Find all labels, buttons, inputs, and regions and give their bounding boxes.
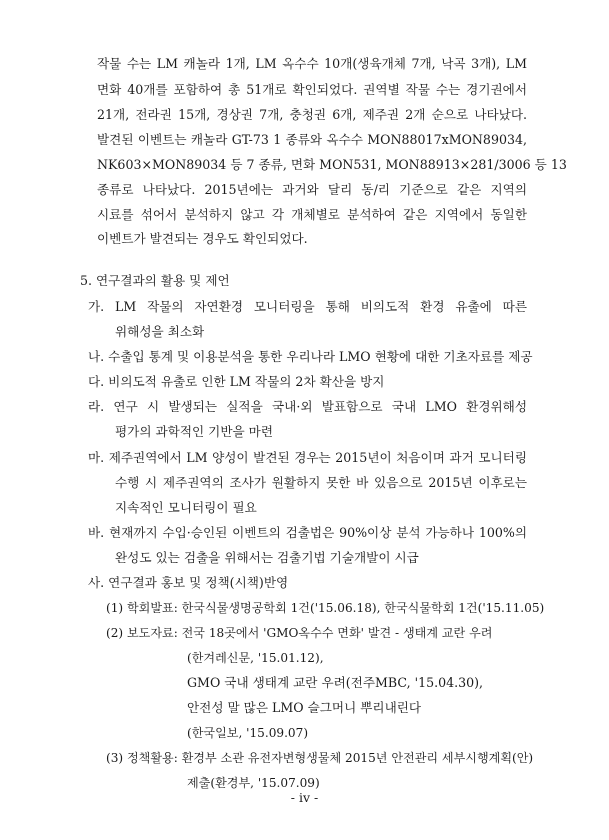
- paragraph-line: 종류로 나타났다. 2015년에는 과거와 달리 동/리 기준으로 같은 지역의: [97, 182, 527, 197]
- sub-item-press-source: (한겨레신문, '15.01.12),: [187, 651, 324, 665]
- sub-item-press-article: GMO 국내 생태계 교란 우려(전주MBC, '15.04.30),: [187, 675, 484, 690]
- list-item-ma-continuation: 지속적인 모니터링이 필요: [115, 500, 257, 515]
- paragraph-line: 발견된 이벤트는 캐놀라 GT-73 1 종류와 옥수수 MON88017xMON89034,: [97, 132, 527, 147]
- paragraph-line: NK603×MON89034 등 7 종류, 면화 MON531, MON88913×281/3006 등 13: [97, 157, 567, 172]
- paragraph-line: 면화 40개를 포함하여 총 51개로 확인되었다. 권역별 작물 수는 경기권에서: [97, 82, 527, 97]
- list-item-na: 나. 수출입 통계 및 이용분석을 통한 우리나라 LMO 현황에 대한 기초자료를 제공: [88, 349, 533, 364]
- list-item-ba-continuation: 완성도 있는 검출을 위해서는 검출기법 기술개발이 시급: [115, 550, 419, 565]
- list-item-ma-continuation: 수행 시 제주권역의 조사가 원활하지 못한 바 있음으로 2015년 이후로는: [115, 475, 527, 490]
- list-item-sa: 사. 연구결과 홍보 및 정책(시책)반영: [88, 575, 289, 590]
- list-item-ra-continuation: 평가의 과학적인 기반을 마련: [115, 424, 273, 439]
- sub-item-press-source: (한국일보, '15.09.07): [187, 726, 309, 740]
- list-item-ma: 마. 제주권역에서 LM 양성이 발견된 경우는 2015년이 처음이며 과거 모니터링: [88, 450, 527, 465]
- list-item-ba: 바. 현재까지 수입·승인된 이벤트의 검출법은 90%이상 분석 가능하나 100%의: [88, 525, 527, 540]
- page-number: - iv -: [290, 790, 319, 805]
- sub-item-conference: (1) 학회발표: 한국식물생명공학회 1건('15.06.18), 한국식물학회 1건('15.11.05): [106, 601, 545, 615]
- list-item-da: 다. 비의도적 유출로 인한 LM 작물의 2차 확산을 방지: [88, 374, 385, 389]
- list-item-ra: 라. 연구 시 발생되는 실적을 국내·외 발표함으로 국내 LMO 환경위해성: [88, 399, 527, 414]
- paragraph-line: 21개, 전라권 15개, 경상권 7개, 충청권 6개, 제주권 2개 순으로 나타났다.: [97, 107, 527, 122]
- section-heading: 5. 연구결과의 활용 및 제언: [80, 273, 230, 288]
- paragraph-line: 작물 수는 LM 캐놀라 1개, LM 옥수수 10개(생육개체 7개, 낙곡 3개), LM: [97, 56, 527, 71]
- sub-item-policy: (3) 정책활용: 환경부 소관 유전자변형생물체 2015년 안전관리 세부시행계획(안): [106, 751, 534, 765]
- sub-item-press: (2) 보도자료: 전국 18곳에서 'GMO옥수수 면화' 발견 - 생태계 교란 우려: [106, 626, 493, 640]
- list-item-ga: 가. LM 작물의 자연환경 모니터링을 통해 비의도적 환경 유출에 따른: [88, 299, 527, 314]
- paragraph-line: 시료를 섞어서 분석하지 않고 각 개체별로 분석하여 같은 지역에서 동일한: [97, 207, 527, 222]
- paragraph-line: 이벤트가 발견되는 경우도 확인되었다.: [97, 231, 308, 246]
- sub-item-press-article: 안전성 말 많은 LMO 슬그머니 뿌리내린다: [187, 700, 422, 715]
- list-item-ga-continuation: 위해성을 최소화: [115, 324, 205, 339]
- sub-item-policy-continuation: 제출(환경부, '15.07.09): [187, 776, 320, 790]
